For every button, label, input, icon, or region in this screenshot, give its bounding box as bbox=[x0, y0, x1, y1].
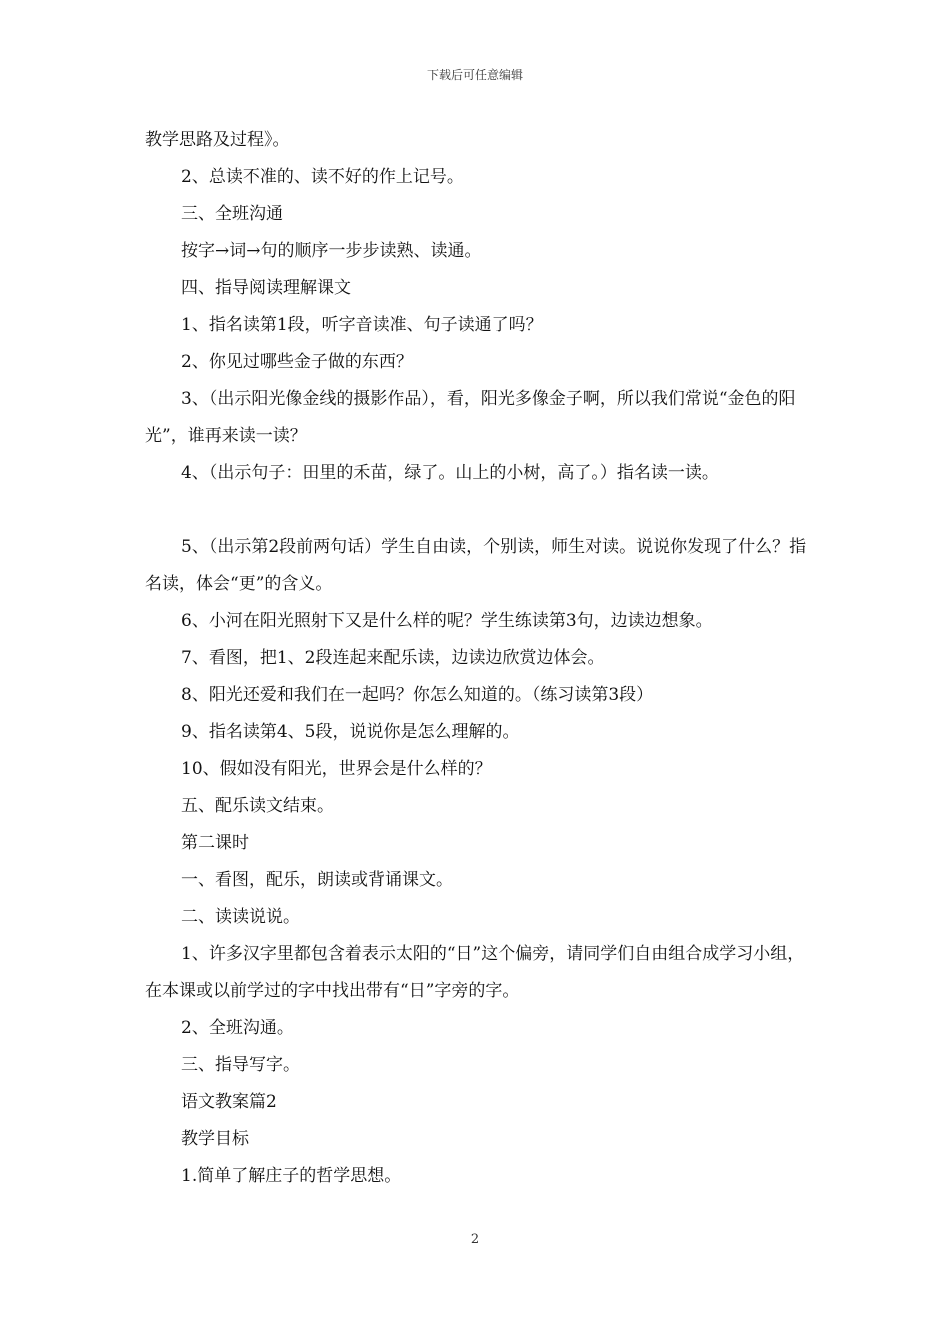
paragraph: 3、（出示阳光像金线的摄影作品），看，阳光多像金子啊，所以我们常说“金色的阳光”，谁再来读一读？ bbox=[145, 389, 796, 446]
section-heading: 三、全班沟通 bbox=[181, 204, 283, 224]
section-heading: 语文教案篇2 bbox=[181, 1092, 277, 1112]
paragraph: 1、指名读第1段，听字音读准、句子读通了吗？ bbox=[181, 315, 543, 335]
paragraph: 2、你见过哪些金子做的东西？ bbox=[181, 352, 413, 372]
paragraph: 5、（出示第2段前两句话）学生自由读，个别读，师生对读。说说你发现了什么？指名读，体会“更”的含义。 bbox=[145, 537, 807, 594]
page-number: 2 bbox=[470, 1232, 480, 1247]
section-heading: 二、读读说说。 bbox=[181, 907, 300, 927]
section-heading: 教学目标 bbox=[181, 1129, 249, 1149]
paragraph: 7、看图，把1、2段连起来配乐读，边读边欣赏边体会。 bbox=[181, 648, 605, 668]
section-heading: 一、看图，配乐，朗读或背诵课文。 bbox=[181, 870, 453, 890]
paragraph: 教学思路及过程》。 bbox=[145, 130, 290, 150]
paragraph: 按字→词→句的顺序一步步读熟、读通。 bbox=[181, 241, 482, 261]
section-heading: 第二课时 bbox=[181, 833, 249, 853]
section-heading: 五、配乐读文结束。 bbox=[181, 796, 334, 816]
section-heading: 三、指导写字。 bbox=[181, 1055, 300, 1075]
paragraph: 2、全班沟通。 bbox=[181, 1018, 294, 1038]
paragraph: 6、小河在阳光照射下又是什么样的呢？学生练读第3句，边读边想象。 bbox=[181, 611, 713, 631]
paragraph: 8、阳光还爱和我们在一起吗？你怎么知道的。（练习读第3段） bbox=[181, 685, 654, 705]
paragraph: 10、假如没有阳光，世界会是什么样的？ bbox=[181, 759, 492, 779]
page-header: 下载后可任意编辑 bbox=[426, 68, 523, 82]
paragraph: 2、总读不准的、读不好的作上记号。 bbox=[181, 167, 464, 187]
paragraph: 9、指名读第4、5段，说说你是怎么理解的。 bbox=[181, 722, 520, 742]
paragraph: 1.简单了解庄子的哲学思想。 bbox=[181, 1166, 402, 1186]
document-body bbox=[145, 122, 810, 1195]
paragraph: 4、（出示句子：田里的禾苗，绿了。山上的小树，高了。）指名读一读。 bbox=[181, 463, 719, 483]
paragraph: 1、许多汉字里都包含着表示太阳的“日”这个偏旁，请同学们自由组合成学习小组，在本课或以前学过的字中找出带有“日”字旁的字。 bbox=[145, 944, 805, 1001]
section-heading: 四、指导阅读理解课文 bbox=[181, 278, 351, 298]
